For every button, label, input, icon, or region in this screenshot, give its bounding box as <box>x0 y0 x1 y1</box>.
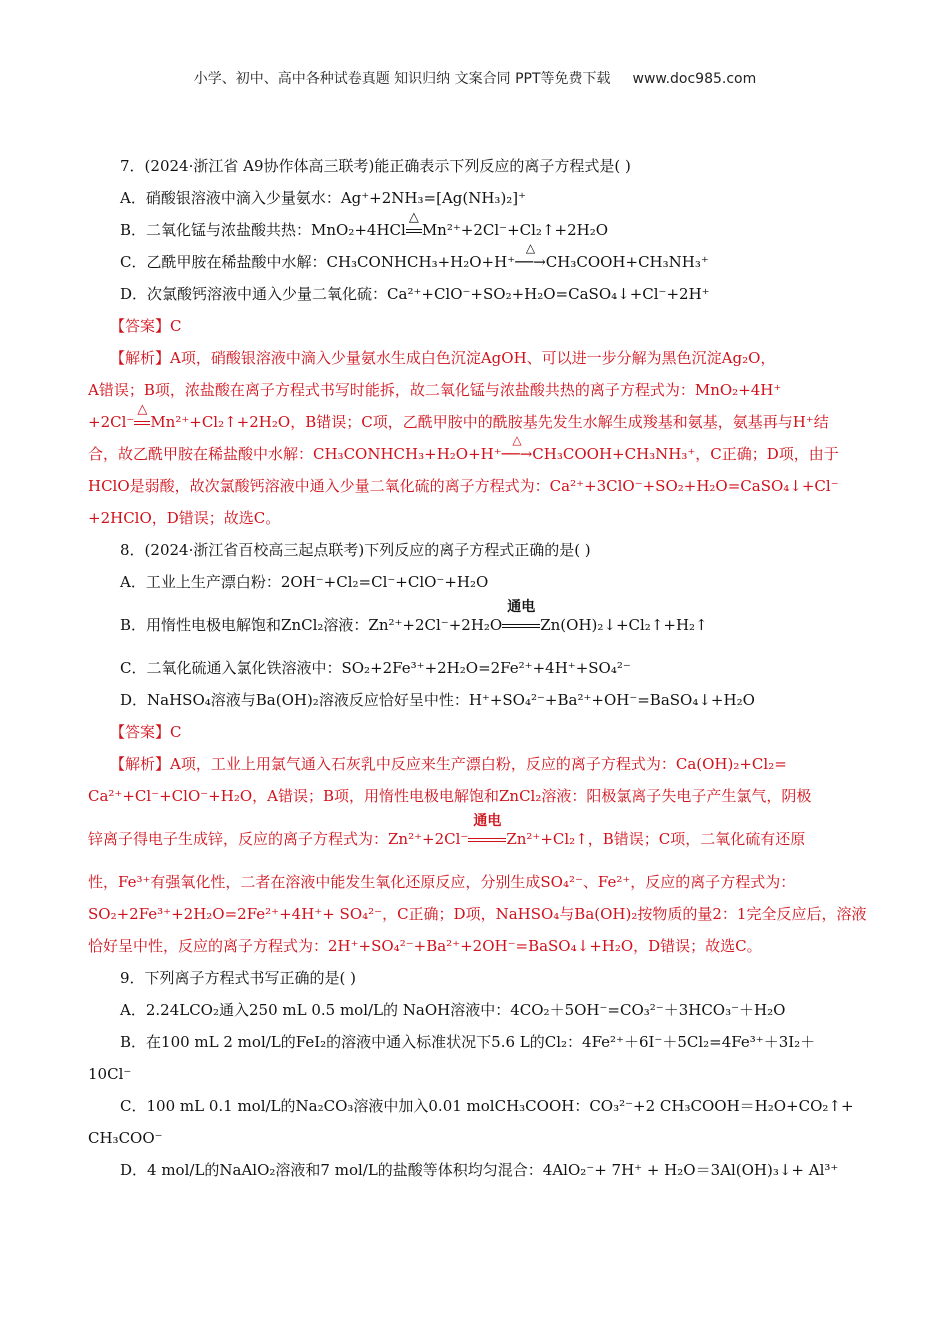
q7-analysis-1: 【解析】A项，硝酸银溶液中滴入少量氨水生成白色沉淀AgOH、可以进一步分解为黑色沉淀Ag₂O， <box>110 349 776 367</box>
header-site: www.doc985.com <box>632 71 757 87</box>
q8-option-a: A．工业上生产漂白粉：2OH⁻+Cl₂=Cl⁻+ClO⁻+H₂O <box>120 573 489 591</box>
header-text: 小学、初中、高中各种试卷真题 知识归纳 文案合同 PPT等免费下载 <box>193 71 611 87</box>
page-header <box>0 68 950 88</box>
q9-option-c-cont: CH₃COO⁻ <box>88 1129 163 1147</box>
q7-analysis-6: +2HClO，D错误；故选C。 <box>88 509 281 527</box>
q8-option-c: C．二氧化硫通入氯化铁溶液中：SO₂+2Fe³⁺+2H₂O=2Fe²⁺+4H⁺+SO₄²⁻ <box>120 659 631 677</box>
electrolysis-equals: 通电 <box>502 598 540 652</box>
q8-analysis-5: SO₂+2Fe³⁺+2H₂O=2Fe²⁺+4H⁺+ SO₄²⁻，C正确；D项，NaHSO₄与Ba(OH)₂按物质的量2：1完全反应后，溶液 <box>88 905 867 923</box>
q8-answer: 【答案】C <box>110 723 182 741</box>
q8-option-b: B．用惰性电极电解饱和ZnCl₂溶液：Zn²⁺+2Cl⁻+2H₂O 通电 Zn(OH)₂↓+Cl₂↑+H₂↑ <box>88 598 864 652</box>
q8-analysis-6: 恰好呈中性，反应的离子方程式为：2H⁺+SO₄²⁻+Ba²⁺+2OH⁻=BaSO₄↓+H₂O，D错误；故选C。 <box>88 937 762 955</box>
q8-option-d: D．NaHSO₄溶液与Ba(OH)₂溶液反应恰好呈中性：H⁺+SO₄²⁻+Ba²⁺+OH⁻=BaSO₄↓+H₂O <box>120 691 755 709</box>
q7-analysis-2: A错误；B项，浓盐酸在离子方程式书写时能拆，故二氧化锰与浓盐酸共热的离子方程式为：MnO₂+4H⁺ <box>88 381 782 399</box>
q7-analysis-3: +2Cl⁻ △ Mn²⁺+Cl₂↑+2H₂O，B错误；C项，乙酰甲胺中的酰胺基先发生水解生成羧基和氨基，氨基再与H⁺结 <box>88 402 829 431</box>
q7-option-d: D．次氯酸钙溶液中通入少量二氧化硫：Ca²⁺+ClO⁻+SO₂+H₂O=CaSO₄↓+Cl⁻+2H⁺ <box>120 285 710 303</box>
q9-option-d: D．4 mol/L的NaAlO₂溶液和7 mol/L的盐酸等体积均匀混合：4AlO₂⁻+ 7H⁺ + H₂O＝3Al(OH)₃↓+ Al³⁺ <box>120 1161 839 1179</box>
q8-analysis-1: 【解析】A项，工业上用氯气通入石灰乳中反应来生产漂白粉，反应的离子方程式为：Ca(OH)₂+Cl₂= <box>110 755 787 773</box>
q7-option-a: A．硝酸银溶液中滴入少量氨水：Ag⁺+2NH₃=[Ag(NH₃)₂]⁺ <box>120 189 527 207</box>
q8-stem: 8．(2024·浙江省百校高三起点联考)下列反应的离子方程式正确的是( ) <box>120 541 591 559</box>
q7-stem: 7．(2024·浙江省 A9协作体高三联考)能正确表示下列反应的离子方程式是( ) <box>120 157 631 175</box>
q7-analysis-5: HClO是弱酸，故次氯酸钙溶液中通入少量二氧化硫的离子方程式为：Ca²⁺+3ClO⁻+SO₂+H₂O=CaSO₄↓+Cl⁻ <box>88 477 839 495</box>
q8-analysis-2: Ca²⁺+Cl⁻+ClO⁻+H₂O，A错误；B项，用惰性电极电解饱和ZnCl₂溶液：阳极氯离子失电子产生氯气，阴极 <box>88 787 812 805</box>
q7-answer: 【答案】C <box>110 317 182 335</box>
document-body <box>88 150 867 1186</box>
delta-equals: △ <box>406 214 422 246</box>
q9-option-b-cont: 10Cl⁻ <box>88 1065 132 1083</box>
q9-option-b: B．在100 mL 2 mol/L的FeI₂的溶液中通入标准状况下5.6 L的Cl₂：4Fe²⁺＋6I⁻＋5Cl₂=4Fe³⁺＋3I₂＋ <box>120 1033 816 1051</box>
delta-arrow: △ ──→ <box>515 241 546 271</box>
q8-analysis-3: 锌离子得电子生成锌，反应的离子方程式为：Zn²⁺+2Cl⁻ 通电 Zn²⁺+Cl₂↑，B错误；C项，二氧化硫有还原 <box>88 813 806 848</box>
q7-option-b: B．二氧化锰与浓盐酸共热：MnO₂+4HCl △ Mn²⁺+2Cl⁻+Cl₂↑+2H₂O <box>88 214 864 246</box>
q8-analysis-4: 性，Fe³⁺有强氧化性，二者在溶液中能发生氧化还原反应，分别生成SO₄²⁻、Fe²⁺，反应的离子方程式为： <box>88 873 796 891</box>
q7-analysis-4: 合，故乙酰甲胺在稀盐酸中水解：CH₃CONHCH₃+H₂O+H⁺ △ ──→CH₃COOH+CH₃NH₃⁺，C正确；D项，由于 <box>88 433 839 463</box>
q7-option-c: C．乙酰甲胺在稀盐酸中水解：CH₃CONHCH₃+H₂O+H⁺ △ ──→CH₃COOH+CH₃NH₃⁺ <box>88 246 864 278</box>
q9-stem: 9．下列离子方程式书写正确的是( ) <box>120 969 357 987</box>
q9-option-c: C．100 mL 0.1 mol/L的Na₂CO₃溶液中加入0.01 molCH₃COOH：CO₃²⁻+2 CH₃COOH＝H₂O+CO₂↑+ <box>120 1097 854 1115</box>
q9-option-a: A．2.24LCO₂通入250 mL 0.5 mol/L的 NaOH溶液中：4CO₂＋5OH⁻=CO₃²⁻＋3HCO₃⁻＋H₂O <box>120 1001 786 1019</box>
